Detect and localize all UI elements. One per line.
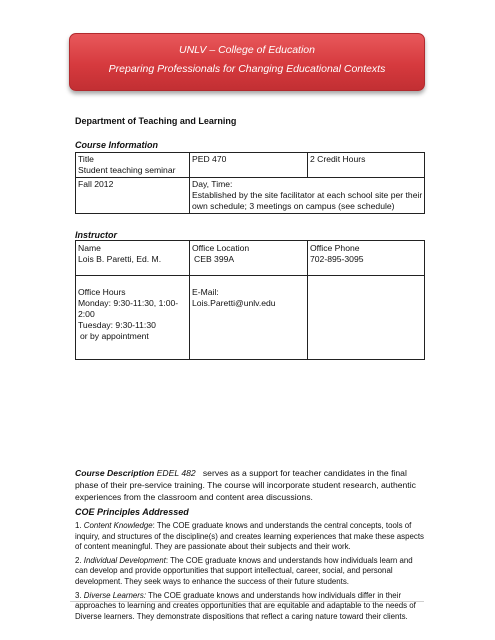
instructor-heading: Instructor: [75, 230, 118, 240]
course-information-table: [75, 152, 425, 214]
office-location-cell: Office Location CEB 399A: [190, 241, 308, 276]
email-link[interactable]: Lois.Paretti@unlv.edu: [192, 298, 276, 308]
table-row: [76, 178, 425, 214]
course-number-cell: PED 470: [190, 153, 308, 178]
table-row: [76, 276, 425, 360]
office-phone-cell: Office Phone 702-895-3095: [308, 241, 425, 276]
department-heading: Department of Teaching and Learning: [75, 116, 237, 126]
principle-item-1: 1. Content Knowledge: The COE graduate knows and understands the central concepts, tools of inquiry, and structures of the discipline(s) and creates learning experiences that make these aspects of content meaningful. They are passionate about their subjects and their work.: [75, 521, 424, 552]
credit-hours-cell: 2 Credit Hours: [308, 153, 425, 178]
principles-heading: COE Principles Addressed: [75, 507, 189, 517]
course-information-heading: Course Information: [75, 140, 159, 150]
email-cell: E-Mail: Lois.Paretti@unlv.edu: [190, 276, 308, 360]
name-cell: Name Lois B. Paretti, Ed. M.: [76, 241, 190, 276]
principle-item-3: 3. Diverse Learners: The COE graduate knows and understands how individuals differ in their approaches to learning and creates opportunities that are equitable and adaptable to the needs of Diverse learners. They demonstrate dispositions that reflect a caring nature toward their clients.: [75, 590, 416, 621]
principles-list: [75, 521, 427, 625]
table-row: [76, 241, 425, 276]
empty-cell: [308, 276, 425, 360]
office-hours-cell: Office Hours Monday: 9:30-11:30, 1:00-2:00 Tuesday: 9:30-11:30 or by appointment: [76, 276, 190, 360]
title-cell: Title Student teaching seminar: [76, 153, 190, 178]
college-banner: [69, 33, 425, 91]
banner-title: UNLV – College of Education: [178, 44, 315, 56]
banner-subtitle: Preparing Professionals for Changing Educational Contexts: [108, 63, 386, 75]
table-row: [76, 153, 425, 178]
semester-cell: Fall 2012: [76, 178, 190, 214]
principle-item-2: 2. Individual Development: The COE graduate knows and understands how individuals learn and can develop and provide opportunities that support intellectual, career, social, and personal development. They seek ways to enhance the success of their future students.: [75, 555, 413, 586]
day-time-cell: Day, Time: Established by the site facilitator at each school site per their own schedule; 3 meetings on campus (see schedule): [190, 178, 425, 214]
course-description: Course Description EDEL 482 serves as a support for teacher candidates in the final phase of their pre-service training. The course will incorporate student research, authentic experiences from the classroom and content area discussions.: [75, 468, 416, 502]
instructor-table: [75, 240, 425, 360]
